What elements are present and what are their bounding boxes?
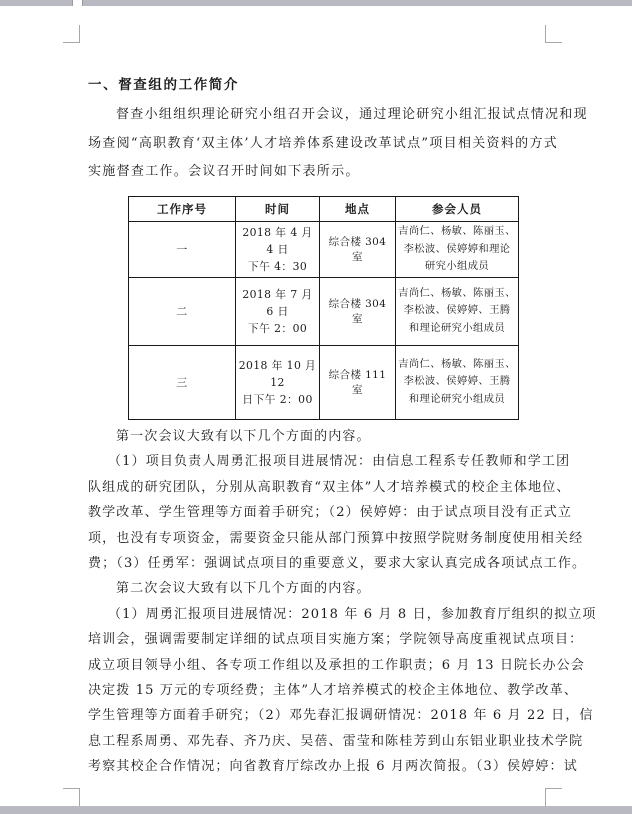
- cell-participants: [396, 222, 519, 278]
- margin-mark-bottom-left: [63, 788, 80, 806]
- cell-participants: [396, 345, 519, 419]
- cell-seq: 二: [129, 277, 236, 345]
- cell-location: 综合楼 304 室: [320, 222, 396, 278]
- paragraph-line: 费；（3）任勇军：强调试点项目的重要意义，要求大家认真完成各项试点工作。: [88, 556, 587, 572]
- paragraph-line: 学生管理等方面着手研究；（2）邓先春汇报调研情况：2018 年 6 月 22 日，信: [88, 708, 594, 724]
- paragraph-line: 决定拨 15 万元的专项经费；主体”人才培养模式的校企主体地位、教学改革、: [88, 683, 579, 699]
- cell-time: [236, 345, 320, 419]
- participants-line: 李松波、侯婷婷、王腾: [403, 375, 511, 388]
- paragraph-line: （1）项目负责人周勇汇报项目进展情况：由信息工程系专任教师和学工团: [108, 454, 571, 470]
- cell-participants: [396, 277, 519, 345]
- participants-line: 李松波、侯婷婷、王腾: [403, 304, 511, 317]
- margin-mark-top-left: [63, 25, 80, 43]
- paragraph-line: 考察其校企合作情况；向省教育厅综改办上报 6 月两次简报。（3）侯婷婷：试: [88, 759, 578, 775]
- body-paragraphs: [88, 424, 597, 780]
- column-header-seq: 工作序号: [129, 197, 236, 222]
- table-row: [129, 222, 519, 278]
- time-line: 下午 2：00: [247, 321, 308, 335]
- paragraph-line: 第一次会议大致有以下几个方面的内容。: [116, 429, 371, 444]
- time-line: 日下午 2：00: [242, 392, 313, 406]
- participants-line: 和理论研究小组成员: [408, 392, 506, 405]
- column-header-time: 时间: [236, 197, 320, 222]
- participants-line: 吉尚仁、杨敏、陈丽玉、: [398, 286, 516, 299]
- cell-location: 综合楼 111 室: [320, 345, 396, 419]
- paragraph-line: 第二次会议大致有以下几个方面的内容。: [116, 581, 371, 597]
- paragraph-line: 教学改革、学生管理等方面着手研究；（2）侯婷婷：由于试点项目没有正式立: [88, 505, 573, 521]
- margin-mark-top-right: [545, 25, 562, 43]
- paragraph-line: 场查阅“高职教育‘双主体’人才培养体系建设改革试点”项目相关资料的方式: [88, 135, 559, 151]
- paragraph-line: 项，也没有专项资金，需要资金只能从部门预算中按照学院财务制度使用相关经: [88, 530, 584, 546]
- table-row: [129, 345, 519, 419]
- paragraph-line: 成立项目领导小组、各专项工作组以及承担的工作职责；6 月 13 日院长办公会: [88, 657, 585, 673]
- table-header-row: [129, 197, 519, 222]
- paragraph-line: 督查小组组织理论研究小组召开会议，通过理论研究小组汇报试点情况和现: [116, 107, 588, 122]
- time-line: 下午 4：30: [247, 259, 308, 273]
- participants-line: 吉尚仁、杨敏、陈丽玉、: [398, 357, 516, 370]
- time-line: 2018 年 7 月 6 日: [242, 287, 313, 318]
- column-header-location: 地点: [320, 197, 396, 222]
- margin-mark-bottom-right: [545, 788, 562, 806]
- paragraph-line: 息工程系周勇、邓先春、齐乃庆、吴蓓、雷莹和陈桂芳到山东铝业职业技术学院: [88, 733, 584, 749]
- time-line: 2018 年 10 月 12: [238, 358, 317, 389]
- cell-time: [236, 222, 320, 278]
- cell-location: 综合楼 304 室: [320, 277, 396, 345]
- column-header-participants: 参会人员: [396, 197, 519, 222]
- paragraph-line: 队组成的研究团队，分别从高职教育“双主体”人才培养模式的校企主体地位、: [88, 479, 571, 495]
- paragraph-line: 培训会，强调需要制定详细的试点项目实施方案；学院领导高度重视试点项目：: [88, 632, 584, 648]
- section-heading: 一、督查组的工作简介: [88, 77, 239, 93]
- table-row: [129, 277, 519, 345]
- paragraph-line: （1）周勇汇报项目进展情况：2018 年 6 月 8 日，参加教育厅组织的拟立项: [108, 606, 597, 622]
- cell-seq: 一: [129, 222, 236, 278]
- page-edge-bar-bottom: [0, 806, 632, 814]
- cell-seq: 三: [129, 345, 236, 419]
- page-gap-notch: [72, 0, 83, 6]
- page-edge-bar-top: [0, 0, 632, 6]
- paragraph-line: 实施督查工作。会议召开时间如下表所示。: [88, 164, 360, 179]
- participants-line: 吉尚仁、杨敏、陈丽玉、: [398, 225, 516, 237]
- cell-time: [236, 277, 320, 345]
- participants-line: 和理论研究小组成员: [408, 321, 506, 334]
- time-line: 2018 年 4 月 4 日: [242, 225, 313, 256]
- intro-paragraph: [88, 101, 588, 187]
- participants-line: 李松波、侯婷婷和理论: [403, 242, 511, 255]
- meeting-schedule-table: [128, 196, 519, 420]
- participants-line: 研究小组成员: [424, 260, 490, 272]
